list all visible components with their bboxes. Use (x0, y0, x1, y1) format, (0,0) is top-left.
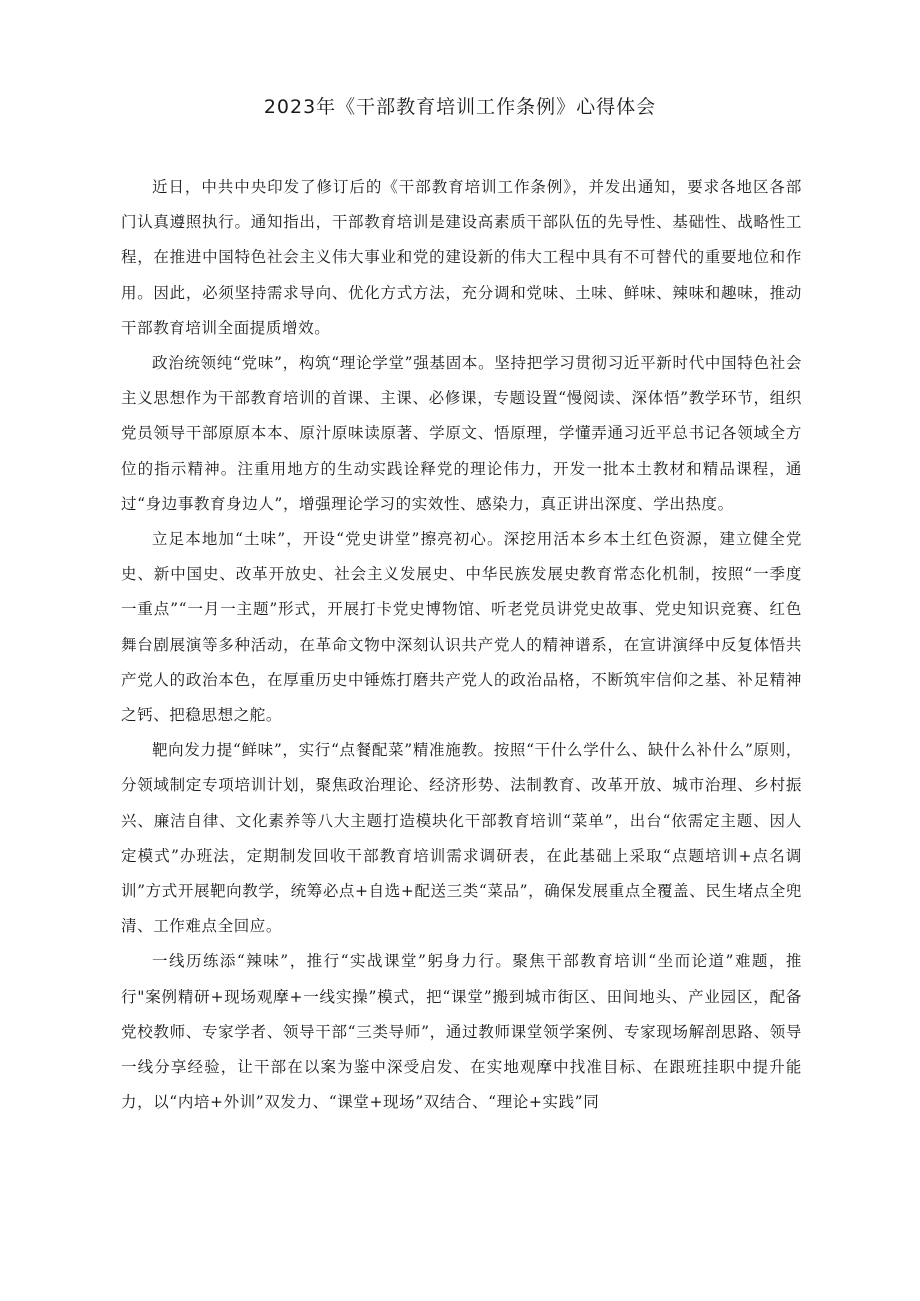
paragraph-intro: 近日，中共中央印发了修订后的《干部教育培训工作条例》，并发出通知，要求各地区各部门认真遵照执行。通知指出，干部教育培训是建设高素质干部队伍的先导性、基础性、战略性工程，在推进中国特色社会主义伟大事业和党的建设新的伟大工程中具有不可替代的重要地位和作用。因此，必须坚持需求导向、优化方式方法，充分调和党味、土味、鲜味、辣味和趣味，推动干部教育培训全面提质增效。 (121, 178, 802, 337)
document-body (121, 170, 802, 1120)
paragraph-spicy-flavor: 一线历练添“辣味”，推行“实战课堂”躬身力行。聚焦干部教育培训“坐而论道”难题，推行"案例精研+现场观摩+一线实操”模式，把“课堂”搬到城市街区、田间地头、产业园区，配备党校教师、专家学者、领导干部“三类导师”，通过教师课堂领学案例、专家现场解剖思路、领导一线分享经验，让干部在以案为鉴中深受启发、在实地观摩中找准目标、在跟班挂职中提升能力，以“内培+外训”双发力、“课堂+现场”双结合、“理论+实践”同 (121, 952, 802, 1112)
paragraph-fresh-flavor: 靶向发力提“鲜味”，实行“点餐配菜”精准施教。按照“干什么学什么、缺什么补什么”原则，分领域制定专项培训计划，聚焦政治理论、经济形势、法制教育、改革开放、城市治理、乡村振兴、廉洁自律、文化素养等八大主题打造模块化干部教育培训“菜单”，出台“依需定主题、因人定模式”办班法，定期制发回收干部教育培训需求调研表，在此基础上采取“点题培训+点名调训”方式开展靶向教学，统筹必点+自选+配送三类“菜品”，确保发展重点全覆盖、民生堵点全兜清、工作难点全回应。 (121, 741, 802, 936)
document-title: 2023年《干部教育培训工作条例》心得体会 (263, 96, 657, 118)
paragraph-party-flavor: 政治统领纯“党味”，构筑“理论学堂”强基固本。坚持把学习贯彻习近平新时代中国特色社会主义思想作为干部教育培训的首课、主课、必修课，专题设置“慢阅读、深体悟”教学环节，组织党员领导干部原原本本、原汁原味读原著、学原文、悟原理，学懂弄通习近平总书记各领域全方位的指示精神。注重用地方的生动实践诠释党的理论伟力，开发一批本土教材和精品课程，通过“身边事教育身边人”，增强理论学习的实效性、感染力，真正讲出深度、学出热度。 (121, 354, 802, 513)
paragraph-local-flavor: 立足本地加“土味”，开设“党史讲堂”擦亮初心。深挖用活本乡本土红色资源，建立健全党史、新中国史、改革开放史、社会主义发展史、中华民族发展史教育常态化机制，按照“一季度一重点”“一月一主题”形式，开展打卡党史博物馆、听老党员讲党史故事、党史知识竞赛、红色舞台剧展演等多种活动，在革命文物中深刻认识共产党人的精神谱系，在宣讲演绎中反复体悟共产党人的政治本色，在厚重历史中锤炼打磨共产党人的政治品格，不断筑牢信仰之基、补足精神之钙、把稳思想之舵。 (121, 530, 802, 725)
